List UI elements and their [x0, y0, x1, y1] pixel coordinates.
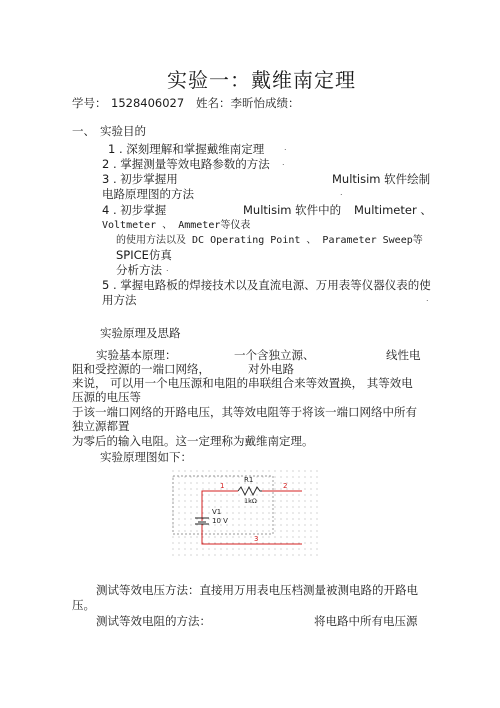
objective-item-5: 5 . 掌握电路板的焊接技术以及直流电源、万用表等仪器仪表的使 [102, 278, 431, 292]
method-voltage-line-1: 测试等效电压方法：直接用万用表电压档测量被测电路的开路电 [96, 583, 418, 597]
method-resistance-label: 测试等效电阻的方法： [96, 614, 211, 628]
objective-item-4-analysis: 分析方法 [116, 263, 162, 277]
circuit-diagram [170, 468, 320, 560]
principle-line-1b: 一个含独立源、 [234, 348, 315, 362]
section-2-heading: 实验原理及思路 [100, 326, 181, 340]
principle-line-4: 压源的电压等 [72, 390, 141, 404]
objective-item-4-meters: Voltmeter 、 Ammeter等仪表 [102, 220, 251, 231]
student-id-value: 1528406027 [111, 96, 185, 110]
source-value: 10 V [212, 517, 228, 525]
section-heading: 实验目的 [100, 124, 146, 138]
method-voltage-line-2: 压。 [72, 598, 95, 612]
dot-mark: . [340, 188, 343, 197]
dot-mark: . [426, 294, 429, 303]
resistor-value: 1kΩ [244, 497, 257, 505]
principle-line-5: 于该一端口网络的开路电压，其等效电阻等于将该一端口网络中所有 [72, 405, 417, 419]
section-number: 一、 [72, 124, 95, 138]
objective-item-3-software: Multisim 软件绘制 [332, 172, 431, 186]
resistor-label: R1 [244, 476, 254, 484]
dot-mark: . [284, 143, 287, 152]
principle-line-8: 实验原理图如下： [100, 450, 192, 464]
objective-item-1: 1 . 深刻理解和掌握戴维南定理 [108, 142, 265, 156]
objective-item-3-start: 3 . 初步掌握用 [102, 172, 178, 186]
student-name-grade: 姓名：李昕怡成绩： [196, 96, 300, 110]
source-label: V1 [212, 508, 222, 516]
principle-line-2a: 阻和受控源的一端口网络， [72, 362, 210, 376]
student-id-label: 学号： [72, 96, 107, 110]
objective-item-2: 2 . 掌握测量等效电路参数的方法 [102, 157, 270, 171]
objective-item-4-usage: 的使用方法以及 DC Operating Point 、 Parameter Sweep等 [116, 235, 423, 246]
node-label-1: 1 [220, 482, 225, 490]
objective-item-4-multimeter: Multimeter 、 [354, 203, 432, 217]
node-label-3: 3 [254, 535, 259, 543]
objective-item-5-end: 用方法 [102, 293, 137, 307]
principle-line-3: 来说， 可以用一个电压源和电阻的串联组合来等效置换， 其等效电 [72, 376, 413, 390]
objective-item-3-end: 电路原理图的方法 [102, 187, 194, 201]
node-label-2: 2 [283, 482, 288, 490]
principle-line-1a: 实验基本原理： [96, 348, 177, 362]
page-title: 实验一：戴维南定理 [167, 68, 356, 92]
dot-mark: . [166, 264, 169, 273]
method-resistance-text: 将电路中所有电压源 [314, 614, 418, 628]
principle-line-6: 独立源都置 [72, 419, 130, 433]
dot-mark: . [282, 158, 285, 167]
principle-line-1c: 线性电 [386, 348, 421, 362]
principle-line-2b: 对外电路 [248, 362, 294, 376]
objective-item-4-spice: SPICE仿真 [116, 248, 172, 262]
objective-item-4-start: 4 . 初步掌握 [102, 203, 167, 217]
objective-item-4-software: Multisim 软件中的 [243, 203, 342, 217]
principle-line-7: 为零后的输入电阻。这一定理称为戴维南定理。 [72, 434, 314, 448]
